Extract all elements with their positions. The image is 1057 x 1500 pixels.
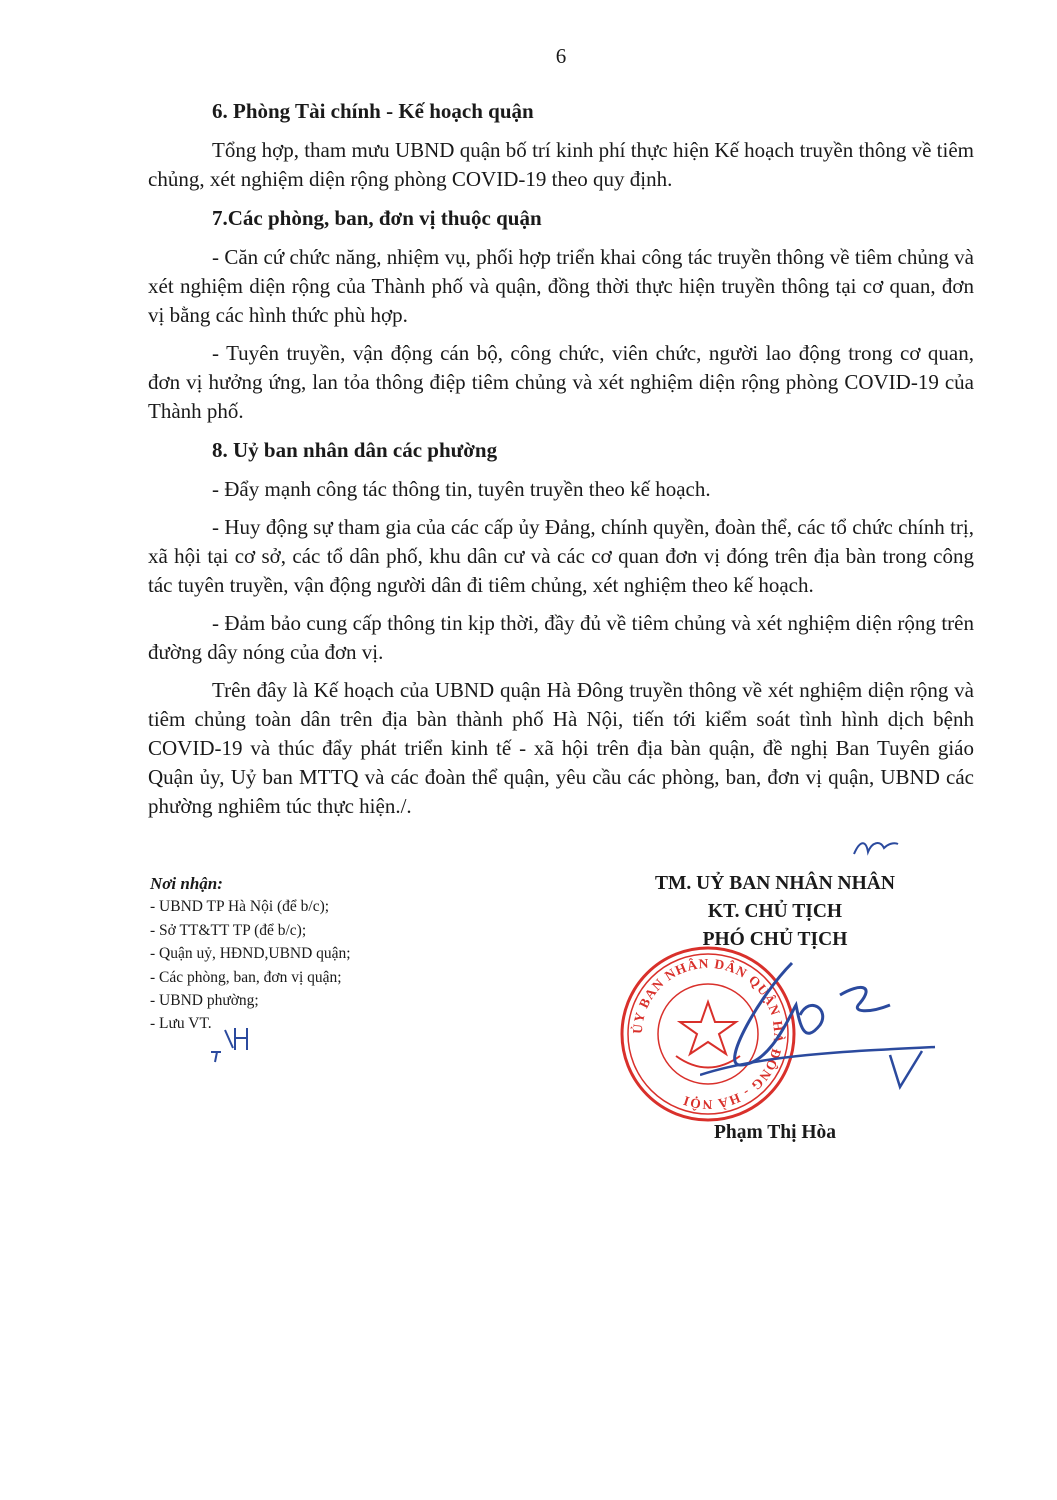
paragraph: - Huy động sự tham gia của các cấp ủy Đảng, chính quyền, đoàn thể, các tổ chức chính trị, xã hội tại cơ sở, các tổ dân phố, khu dân cư và các cơ quan đơn vị đóng trên địa bàn trong công tác tuyên truyền, vận động người dân đi tiêm chủng, xét nghiệm theo kế hoạch. [148, 515, 974, 597]
paragraph: Tổng hợp, tham mưu UBND quận bố trí kinh phí thực hiện Kế hoạch truyền thông về tiêm chủng, xét nghiệm diện rộng phòng COVID-19 theo quy định. [148, 138, 974, 191]
section-heading: 7.Các phòng, ban, đơn vị thuộc quận [212, 206, 542, 230]
recipient-item: - Sở TT&TT TP (để b/c); [150, 921, 307, 939]
signer-name: Phạm Thị Hòa [713, 1122, 837, 1143]
closing-paragraph: Trên đây là Kế hoạch của UBND quận Hà Đông truyền thông về xét nghiệm diện rộng và tiêm chủng toàn dân trên địa bàn thành phố Hà Nội, tiến tới kiểm soát tình hình dịch bệnh COVID-19 và thúc đẩy phát triển kinh tế - xã hội trên địa bàn quận, đề nghị Ban Tuyên giáo Quận ủy, Uỷ ban MTTQ và các đoàn thể quận, yêu cầu các phòng, ban, đơn vị quận, UBND các phường nghiêm túc thực hiện./. [148, 678, 974, 818]
signature-line-2: KT. CHỦ TỊCH [707, 901, 843, 922]
handwritten-signature-icon [700, 955, 940, 1115]
page-number: 6 [555, 44, 567, 68]
recipients-label: Nơi nhận: [150, 874, 223, 893]
paragraph: - Đảm bảo cung cấp thông tin kịp thời, đầy đủ về tiêm chủng và xét nghiệm diện rộng trên đường dây nóng của đơn vị. [148, 611, 974, 664]
signature-block [560, 870, 990, 954]
section-heading: 6. Phòng Tài chính - Kế hoạch quận [212, 99, 534, 123]
document-body [148, 96, 974, 830]
handwritten-initials-icon [205, 1020, 275, 1065]
recipient-item: - Các phòng, ban, đơn vị quận; [150, 968, 342, 986]
paragraph: - Tuyên truyền, vận động cán bộ, công chức, viên chức, người lao động trong cơ quan, đơn vị hưởng ứng, lan tỏa thông điệp tiêm chủng và xét nghiệm diện rộng phòng COVID-19 của Thành phố. [148, 341, 974, 423]
paragraph: - Đẩy mạnh công tác thông tin, tuyên truyền theo kế hoạch. [212, 477, 711, 501]
recipient-item: - UBND phường; [150, 992, 259, 1010]
paragraph: - Căn cứ chức năng, nhiệm vụ, phối hợp triển khai công tác truyền thông về tiêm chủng và xét nghiệm diện rộng của Thành phố và quận, đồng thời thực hiện truyền thông tại cơ quan, đơn vị bằng các hình thức phù hợp. [148, 245, 974, 327]
signature-line-1: TM. UỶ BAN NHÂN NHÂN [655, 873, 895, 894]
section-heading: 8. Uỷ ban nhân dân các phường [212, 438, 498, 462]
recipients-list [150, 872, 351, 1036]
signature-line-3: PHÓ CHỦ TỊCH [702, 929, 848, 950]
seal-text: ỦY BAN NHÂN DÂN QUẬN HÀ ĐÔNG - HÀ NỘI [629, 955, 787, 1113]
recipient-item: - UBND TP Hà Nội (để b/c); [150, 898, 330, 916]
recipient-item: - Quận uỷ, HĐND,UBND quận; [150, 945, 351, 963]
handwritten-mark-icon [850, 832, 900, 862]
recipient-item: - Lưu VT. [150, 1015, 212, 1033]
